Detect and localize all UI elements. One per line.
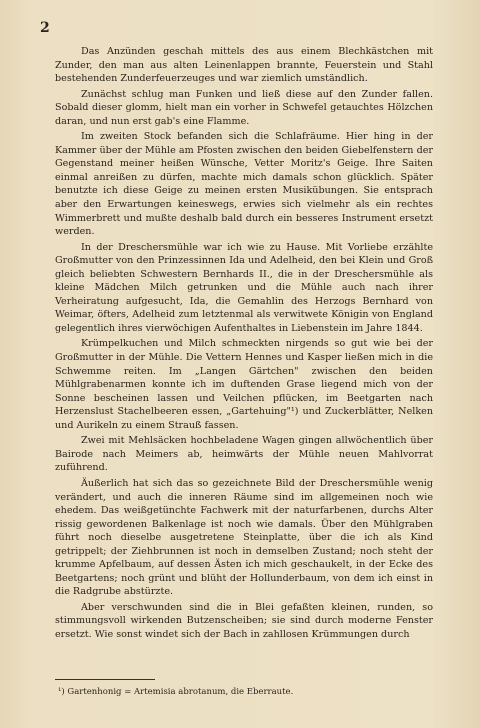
footnote: ¹) Gartenhonig = Artemisia abrotanum, die Eberraute. [58,687,294,697]
page-number: 2 [40,20,50,36]
footnote-rule [55,679,155,680]
paragraph: Zunächst schlug man Funken und ließ diese auf den Zunder fallen. Sobald dieser glomm, hielt man ein vorher in Schwefel getauchtes Hölzchen daran, und nun erst gab's eine Flamme. [55,88,433,127]
paragraph: Äußerlich hat sich das so gezeichnete Bild der Dreschersmühle wenig verändert, und auch die inneren Räume sind im allgemeinen noch wie ehedem. Das weißgetünchte Fachwerk mit der naturfarbenen, durchs Alter rissig gewordenen Balkenlage ist noch wie damals. Über den Mühlgraben führt noch dieselbe ausgetretene Steinplatte, über die ich als Kind getrippelt; der Ziehbrunnen ist noch in demselben Zustand; noch steht der krumme Apfelbaum, auf dessen Ästen ich mich geschaukelt, in der Ecke des Beetgartens; noch grünt und blüht der Hollunderbaum, von dem ich einst in die Radgrube abstürzte. [55,477,433,598]
paragraph: Aber verschwunden sind die in Blei gefaßten kleinen, runden, so stimmungsvoll wirkenden Butzenscheiben; sie sind durch moderne Fenster ersetzt. Wie sonst windet sich der Bach in zahllosen Krümmungen durch [55,601,433,640]
paragraph: Im zweiten Stock befanden sich die Schlafräume. Hier hing in der Kammer über der Mühle am Pfosten zwischen den beiden Giebelfenstern der Gegenstand meiner heißen Wünsche, Vetter Moritz's Geige. Ihre Saiten einmal anreißen zu dürfen, machte mich damals schon glücklich. Später benutzte ich diese Geige zu meinen ersten Musikübungen. Sie entsprach aber den Erwartungen keineswegs, erwies sich vielmehr als ein rechtes Wimmerbrett und mußte deshalb bald durch ein besseres Instrument ersetzt werden. [55,131,433,238]
paragraph: Das Anzünden geschah mittels des aus einem Blechkästchen mit Zunder, den man aus alten Leinenlappen brannte, Feuerstein und Stahl bestehenden Zunderfeuerzeuges und war ziemlich umständlich. [55,46,433,85]
paragraph: Zwei mit Mehlsäcken hochbeladene Wagen gingen allwöchentlich über Bairode nach Meimers ab, heimwärts der Mühle neuen Mahlvorrat zuführend. [55,435,433,474]
paragraph: Krümpelkuchen und Milch schmeckten nirgends so gut wie bei der Großmutter in der Mühle. Die Vettern Hennes und Kasper ließen mich in die Schwemme reiten. Im „Langen Gärtchen" zwischen den beiden Mühlgrabenarmen konnte ich im duftenden Grase liegend mich von der Sonne bescheinen lassen und Veilchen pflücken, im Beetgarten nach Herzenslust Stachelbeeren essen, „Gartehuing"¹) und Zuckerblätter, Nelken und Aurikeln zu einem Strauß fassen. [55,338,433,431]
paragraph: In der Dreschersmühle war ich wie zu Hause. Mit Vorliebe erzählte Großmutter von den Prinzessinnen Ida und Adelheid, den bei Klein und Groß gleich beliebten Schwestern Bernhards II., die in der Dreschersmühle als kleine Mädchen Milch getrunken und die Mühle auch nach ihrer Verheiratung aufgesucht, Ida, die Gemahlin des Herzogs Bernhard von Weimar, öfters, Adelheid zum letztenmal als verwitwete Königin von England gelegentlich ihres vierwöchigen Aufenthaltes in Liebenstein im Jahre 1844. [55,241,433,334]
body-text [55,45,433,644]
